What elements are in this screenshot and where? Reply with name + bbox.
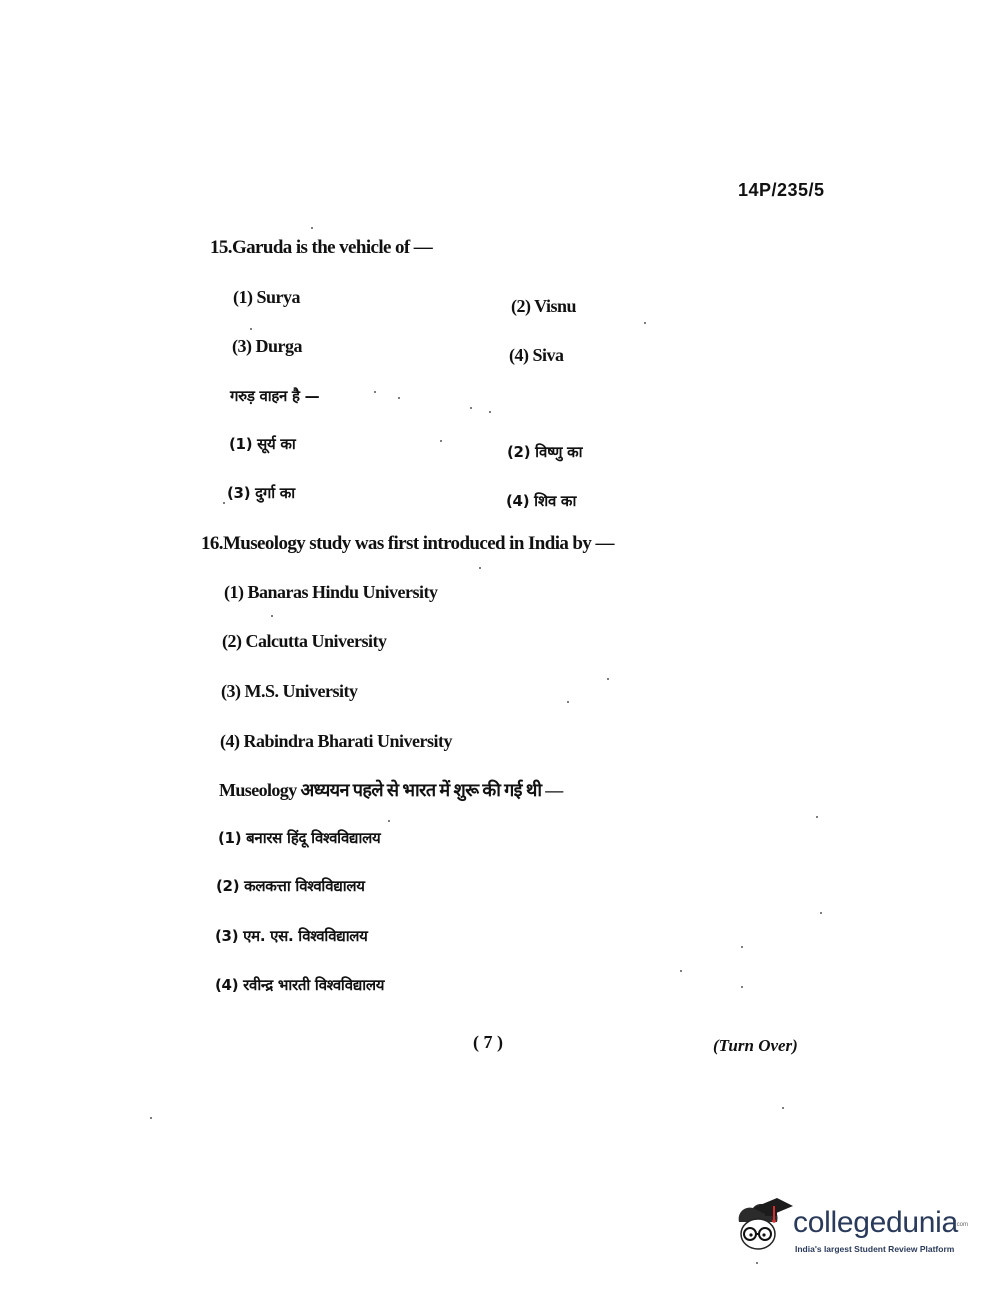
- question-text: Museology study was first introduced in India by —: [222, 533, 614, 554]
- q16-option-2: (2) Calcutta University: [222, 631, 387, 651]
- question-number: 16.: [201, 533, 223, 554]
- q15-option-1: (1) Surya: [233, 287, 300, 307]
- q15-hindi-option-3: (3) दुर्गा का: [227, 484, 295, 502]
- q16-hindi-option-4: (4) रवीन्द्र भारती विश्वविद्यालय: [215, 976, 385, 994]
- q16-option-4: (4) Rabindra Bharati University: [220, 731, 452, 751]
- q15-hindi-text: गरुड़ वाहन है —: [230, 387, 320, 405]
- question-text: Garuda is the vehicle of —: [231, 237, 433, 258]
- page-number: ( 7 ): [473, 1032, 503, 1052]
- q16-hindi-text: Museology अध्ययन पहले से भारत में शुरू की गई थी —: [219, 780, 563, 800]
- q16-hindi-option-2: (2) कलकत्ता विश्वविद्यालय: [216, 877, 365, 895]
- q15-option-3: (3) Durga: [232, 336, 302, 356]
- q16-hindi-option-1: (1) बनारस हिंदू विश्वविद्यालय: [218, 829, 381, 847]
- mascot-logo-icon: [733, 1196, 795, 1256]
- q16-hindi-option-3: (3) एम. एस. विश्वविद्यालय: [215, 927, 368, 945]
- question-number: 15.: [210, 237, 232, 258]
- brand-tagline: India's largest Student Review Platform: [795, 1244, 955, 1254]
- brand-suffix: .com: [955, 1222, 969, 1228]
- question-16: [201, 533, 614, 555]
- collegedunia-watermark: [733, 1196, 969, 1256]
- q15-option-2: (2) Visnu: [511, 296, 577, 316]
- brand-name: collegedunia: [793, 1206, 958, 1239]
- q15-option-4: (4) Siva: [509, 345, 564, 365]
- q15-hindi-option-1: (1) सूर्य का: [229, 435, 296, 453]
- paper-code: 14P/235/5: [738, 180, 825, 200]
- q15-hindi-option-4: (4) शिव का: [506, 492, 577, 510]
- question-15: [210, 237, 432, 259]
- q15-hindi-option-2: (2) विष्णु का: [507, 443, 583, 461]
- q16-option-1: (1) Banaras Hindu University: [224, 582, 438, 602]
- q16-option-3: (3) M.S. University: [221, 681, 358, 701]
- turn-over-note: (Turn Over): [713, 1036, 798, 1055]
